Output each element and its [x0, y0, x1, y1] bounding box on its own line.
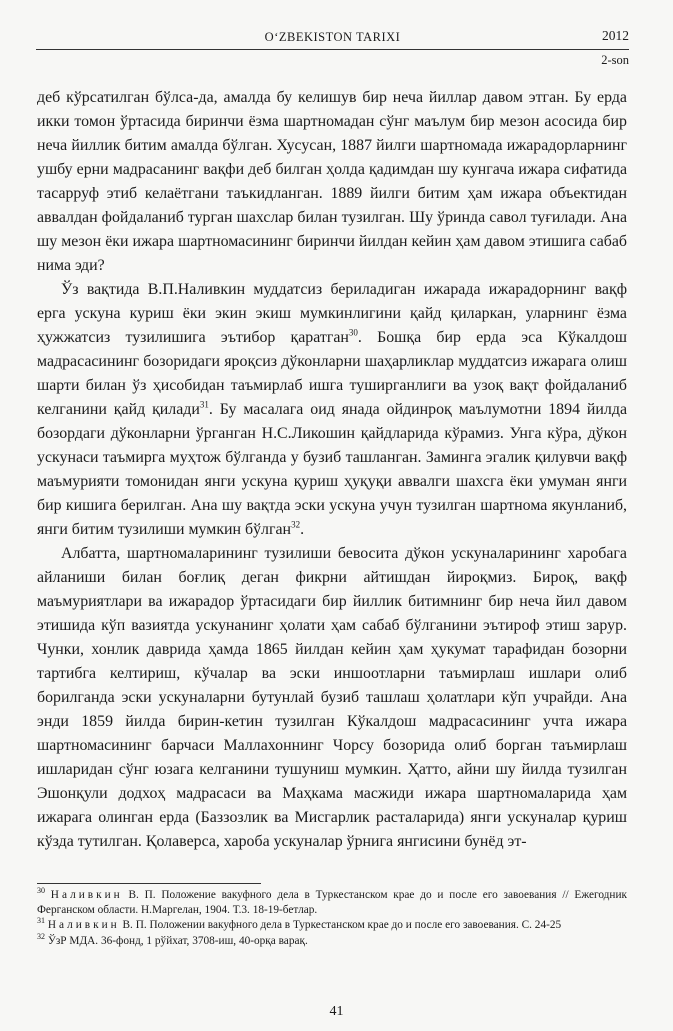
footnote-number: 32 — [37, 931, 45, 941]
issue-number: 2-son — [601, 53, 629, 67]
footnote-rule — [37, 883, 261, 884]
paragraph — [37, 86, 627, 278]
page-number: 41 — [329, 1004, 344, 1019]
paragraph-text: деб кўрсатилган бўлса-да, амалда бу келишув бир неча йиллар давом этган. Бу ерда икки томон ўртасида биринчи ёзма шартномадан сўнг маълум бир мезон асосида бир неча йиллик битим амалда бўлган. Хусусан, 1887 йилги шартномада ижарадорларнинг ушбу ерни мадрасанинг вақфи деб билган ҳолда қадимдан шу кунгача ижара сифатида тасарруф этиб келаётгани таъкидланган. 1889 йилги битим ҳам ижара объектидан аввалдан фойдаланиб турган шахслар билан тузилган. Шу ўринда савол туғилади. Ана шу мезон ёки ижара шартномасининг биринчи йилдан кейин ҳам давом этишига сабаб нима эди? — [37, 89, 627, 274]
footnote-ref[interactable]: 31 — [199, 399, 209, 410]
paragraph-text: Ўз вақтида В.П.Наливкин муддатсиз бериладиган ижарада ижарадорнинг вақф ерга ускуна куриш ёки экин экиш мумкинлигини қайд қиларкан, уларнинг ёзма ҳужжатсиз тузилишига эътибор қаратган — [37, 281, 627, 346]
footnote-number: 31 — [37, 916, 45, 926]
footnote-number: 30 — [37, 886, 45, 896]
footnote-text: В. П. Положение вакуфного дела в Туркестанском крае до и после его завоевания // Ежегодник Ферганском области. Н.Маргелан, 1904. Т.3. 18-19-бетлар. — [37, 889, 627, 916]
footnote — [37, 888, 627, 917]
paragraph — [37, 542, 627, 854]
paragraph-text: . Бу масалага оид янада ойдинроқ маълумотни 1894 йилда бозордаги дўконларни ўрганган Н.С.Ликошин қайдларида кўрамиз. Унга кўра, дўкон ускунаси таъмирга муҳтож бўлганда у бузиб ташланган. Заминга эгалик қилувчи вақф маъмурияти томонидан янги ускуна қуриш ҳуқуқи аввалги шахсга ёки умуман янги бир кишига берилган. Ана шу вақтда эски ускуна учун тузилган шартнома якунланиб, янги битим тузилиши мумкин бўлган — [37, 401, 627, 538]
footnote-author: Наливкин — [50, 889, 123, 901]
paragraph — [37, 278, 627, 542]
footnotes — [37, 888, 627, 949]
article-body — [37, 86, 627, 854]
footnote-text: ЎзР МДА. 36-фонд, 1 рўйхат, 3708-иш, 40-орқа варақ. — [47, 934, 308, 947]
footnote — [37, 931, 627, 949]
header-rule — [36, 49, 629, 50]
paragraph-text: Албатта, шартномаларининг тузилиши бевосита дўкон ускуналарининг харобага айланиши билан боғлиқ деган фикрни айтишдан йироқмиз. Бироқ, вақф маъмуриятлари ва ижарадор ўртасидаги бир йиллик битимнинг бир неча йил давом этишида кўп вазиятда ускунанинг ҳолати ҳам сабаб бўлганини эътироф этиш зарур. Чунки, хонлик даврида ҳамда 1865 йилдан кейин ҳам ҳукумат тарафидан бозорни тартибга келтириш, кўчалар ва эски иншоотларни таъмирлаш ишлари олиб борилганда эски ускуналарни бутунлай бузиб ташлаш ҳолатлари кўп учрайди. Ана энди 1859 йилда бирин-кетин тузилган Кўкалдош мадрасасининг учта ижара шартномасининг барчаси Маллахоннинг Чорсу бозорида олиб борган таъмирлаш ишларидан сўнг юзага келганини тушуниш мумкин. Ҳатто, айни шу йилда тузилган Эшонқули додхоҳ мадрасаси ва Маҳкама масжиди ижара шартномаларида ҳам ижарага олинган ерда (Баззозлик ва Мисгарлик расталарида) янги ускуналар қуриш кўзда тутилган. Қолаверса, хароба ускуналар ўрнига янгисини бунёд эт- — [37, 545, 627, 850]
issue-year: 2012 — [602, 28, 629, 43]
footnote — [37, 918, 627, 933]
footnote-ref[interactable]: 32 — [291, 519, 301, 530]
footnote-text: В. П. Положении вакуфного дела в Туркестанском крае до и после его завоевания. С. 24-25 — [119, 919, 562, 931]
journal-title: O‘ZBEKISTON TARIXI — [264, 30, 401, 44]
running-head — [36, 28, 629, 48]
paragraph-text: . Бошқа бир ерда эса Кўкалдош мадрасасининг бозоридаги яроқсиз дўконларни шаҳарликлар муддатсиз ижарага олиш шарти билан ўз ҳисобидан таъмирлаб ишга туширганлиги ва узоқ вақт фойдаланиб келганини қайд қилади — [37, 329, 627, 418]
paragraph-text: . — [300, 521, 305, 538]
footnote-ref[interactable]: 30 — [348, 327, 358, 338]
footnote-author: Наливкин — [47, 919, 120, 931]
